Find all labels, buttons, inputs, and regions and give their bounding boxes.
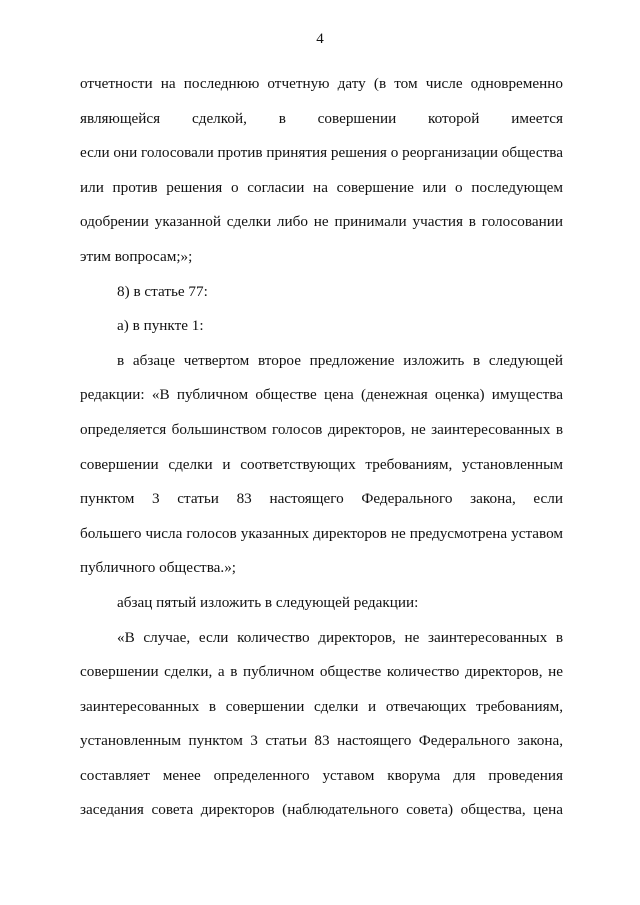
text-line: составляет менее определенного уставом кворума для проведения <box>80 766 563 784</box>
text-line: определяется большинством голосов директоров, не заинтересованных в <box>80 420 563 438</box>
paragraph <box>80 621 563 829</box>
text-line: отчетности на последнюю отчетную дату (в том числе одновременно <box>80 75 563 92</box>
text-line: 8) в статье 77: <box>117 282 208 300</box>
text-line: совершении сделки и соответствующих требованиям, установленным <box>80 455 563 473</box>
text-line: «В случае, если количество директоров, не заинтересованных в <box>117 628 563 646</box>
text-line: пунктом 3 статьи 83 настоящего Федерального закона, если <box>80 490 563 508</box>
page-number: 4 <box>316 31 324 47</box>
text-line: абзац пятый изложить в следующей редакции: <box>117 593 419 611</box>
document-body <box>80 67 563 828</box>
text-line: а) в пункте 1: <box>117 317 204 335</box>
text-line: совершении сделки, а в публичном обществе количество директоров, не <box>80 663 563 681</box>
text-line: большего числа голосов указанных директоров не предусмотрена уставом <box>80 524 563 542</box>
text-line: установленным пунктом 3 статьи 83 настоящего Федерального закона, <box>80 732 563 750</box>
paragraph <box>80 586 563 621</box>
text-line: являющейся сделкой, в совершении которой имеется <box>80 109 563 127</box>
text-line: заинтересованных в совершении сделки и отвечающих требованиям, <box>80 697 563 715</box>
text-line: в абзаце четвертом второе предложение изложить в следующей <box>117 351 563 369</box>
text-line: если они голосовали против принятия решения о реорганизации общества <box>80 144 563 162</box>
paragraph <box>80 309 563 344</box>
paragraph <box>80 67 563 275</box>
paragraph <box>80 275 563 310</box>
text-line: или против решения о согласии на совершение или о последующем <box>80 178 563 196</box>
text-line: одобрении указанной сделки либо не принимали участия в голосовании <box>80 213 563 231</box>
text-line: редакции: «В публичном обществе цена (денежная оценка) имущества <box>80 386 563 404</box>
text-line: этим вопросам;»; <box>80 247 193 265</box>
text-line: публичного общества.»; <box>80 559 237 577</box>
text-line: заседания совета директоров (наблюдательного совета) общества, цена <box>80 801 563 819</box>
paragraph <box>80 344 563 586</box>
